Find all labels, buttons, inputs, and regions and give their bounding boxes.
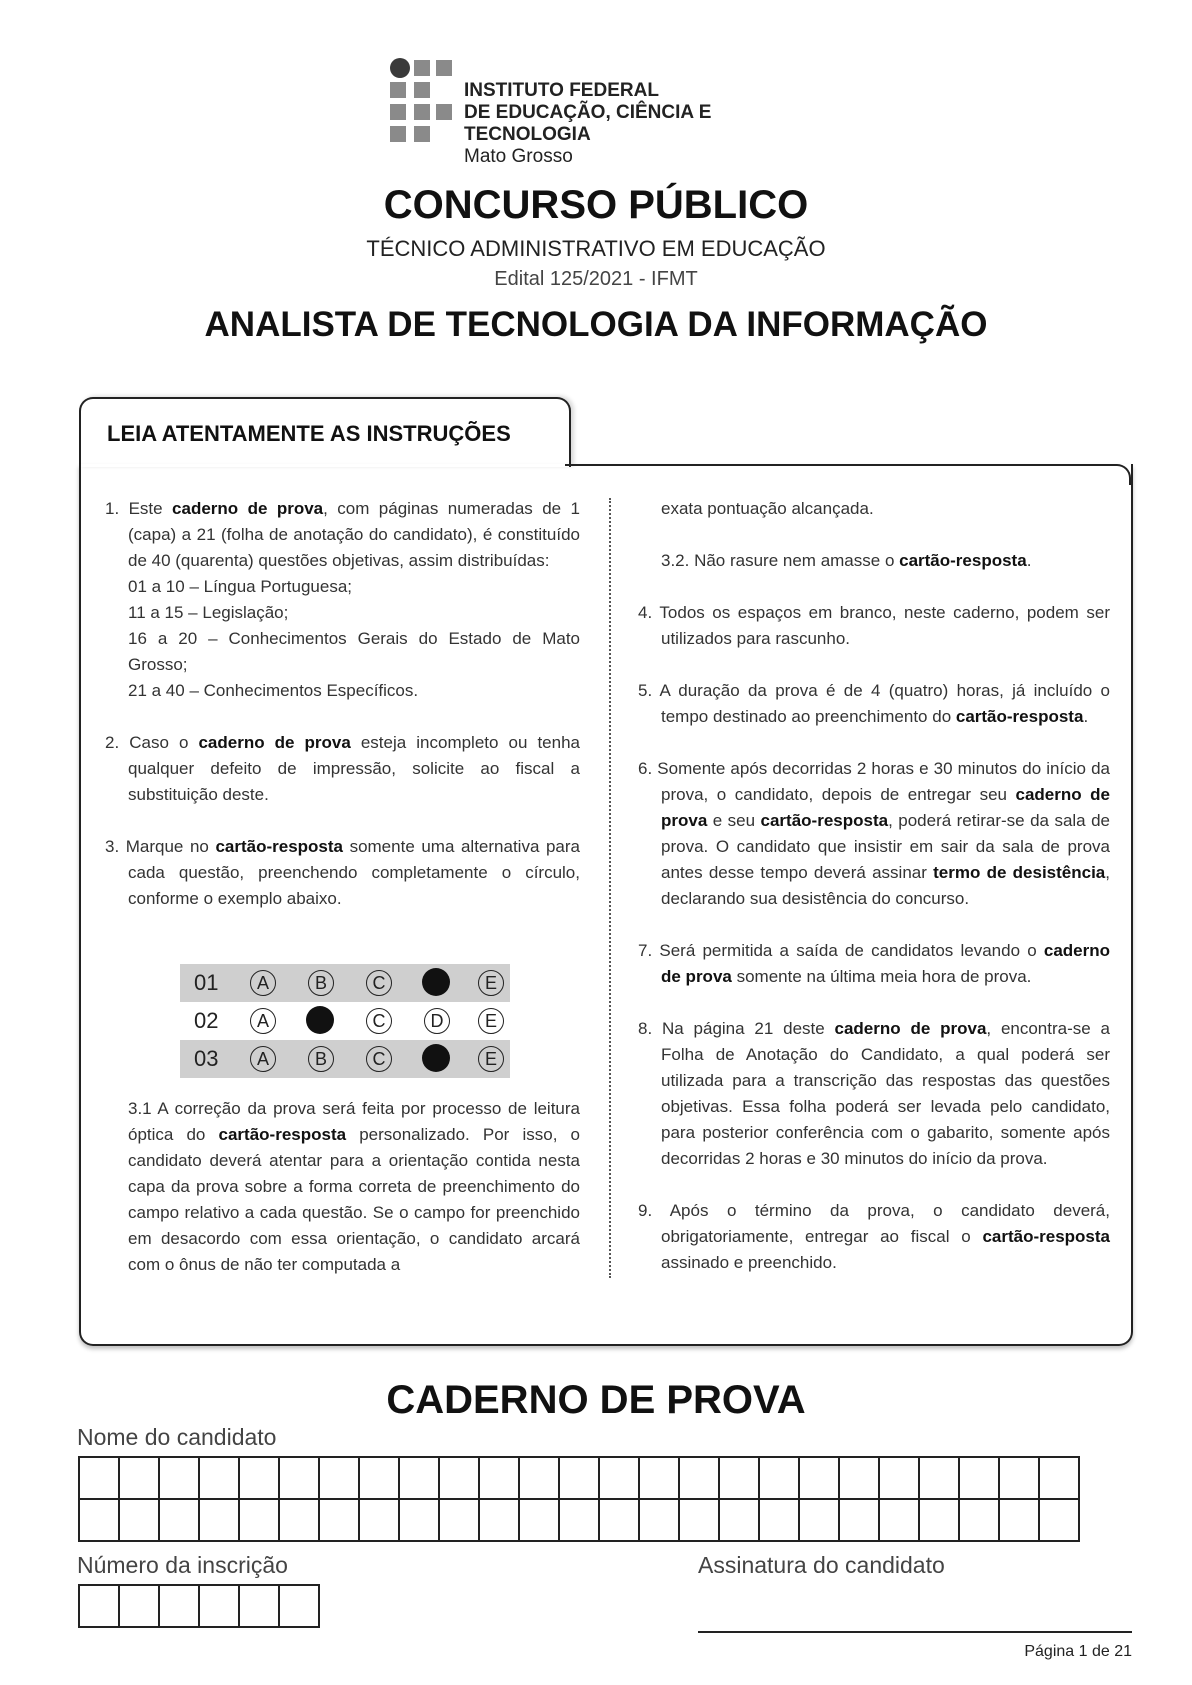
page-number: Página 1 de 21	[1024, 1643, 1132, 1660]
entry-cell[interactable]	[199, 1585, 239, 1627]
exam-subtitle: TÉCNICO ADMINISTRATIVO EM EDUCAÇÃO	[366, 236, 826, 261]
instruction-3-1-continued: exata pontuação alcançada.	[661, 499, 874, 518]
exam-title: CONCURSO PÚBLICO	[383, 183, 809, 227]
entry-cell[interactable]	[319, 1499, 359, 1541]
entry-cell[interactable]	[479, 1457, 519, 1499]
entry-cell[interactable]	[959, 1499, 999, 1541]
entry-cell[interactable]	[279, 1585, 319, 1627]
instructions-left-column	[105, 496, 580, 1304]
entry-cell[interactable]	[79, 1457, 119, 1499]
entry-cell[interactable]	[639, 1499, 679, 1541]
booklet-title: CADERNO DE PROVA	[386, 1378, 806, 1422]
entry-cell[interactable]	[759, 1457, 799, 1499]
name-input-grid[interactable]	[78, 1456, 1080, 1542]
entry-cell[interactable]	[799, 1457, 839, 1499]
entry-cell[interactable]	[919, 1499, 959, 1541]
entry-cell[interactable]	[159, 1499, 199, 1541]
instructions-tab	[79, 397, 571, 467]
entry-cell[interactable]	[719, 1457, 759, 1499]
instruction-9: 9. Após o término da prova, o candidato deverá, obrigatoriamente, entregar ao fiscal o cartão-resposta assinado e preenchido.	[638, 1201, 1110, 1272]
instruction-6: 6. Somente após decorridas 2 horas e 30 minutos do início da prova, o candidato, depois de entregar seu caderno de prova e seu cartão-resposta, poderá retirar-se da sala de prova. O candidato que insistir em sair da sala de prova antes desse tempo deverá assinar termo de desistência, declarando sua desistência do concurso.	[638, 759, 1110, 908]
entry-cell[interactable]	[839, 1457, 879, 1499]
edital: Edital 125/2021 - IFMT	[494, 268, 698, 290]
entry-cell[interactable]	[879, 1457, 919, 1499]
instruction-1: 1. Este caderno de prova, com páginas numeradas de 1 (capa) a 21 (folha de anotação do candidato), é constituído de 40 (quarenta) questões objetivas, assim distribuídas: 01 a 10 – Língua Portuguesa; 11 a 15 – Legislação; 16 a 20 – Conhecimentos Gerais do Estado de Mato Grosso; 21 a 40 – Conhecimentos Específicos.	[105, 499, 580, 700]
entry-cell[interactable]	[119, 1499, 159, 1541]
entry-cell[interactable]	[399, 1457, 439, 1499]
entry-cell[interactable]	[159, 1585, 199, 1627]
column-divider	[609, 498, 611, 1278]
logo-mark-icon	[390, 58, 456, 146]
entry-cell[interactable]	[839, 1499, 879, 1541]
entry-cell[interactable]	[999, 1499, 1039, 1541]
filled-bubble	[422, 968, 450, 996]
entry-cell[interactable]	[359, 1499, 399, 1541]
entry-cell[interactable]	[759, 1499, 799, 1541]
entry-cell[interactable]	[679, 1499, 719, 1541]
institution-name-2: DE EDUCAÇÃO, CIÊNCIA E TECNOLOGIA	[464, 102, 712, 145]
signature-line[interactable]	[698, 1631, 1132, 1633]
entry-cell[interactable]	[239, 1499, 279, 1541]
entry-cell[interactable]	[559, 1499, 599, 1541]
position-title: ANALISTA DE TECNOLOGIA DA INFORMAÇÃO	[204, 305, 988, 344]
entry-cell[interactable]	[679, 1457, 719, 1499]
instruction-7: 7. Será permitida a saída de candidatos levando o caderno de prova somente na última meia hora de prova.	[638, 941, 1110, 986]
entry-cell[interactable]	[319, 1457, 359, 1499]
entry-cell[interactable]	[159, 1457, 199, 1499]
entry-cell[interactable]	[479, 1499, 519, 1541]
entry-cell[interactable]	[199, 1457, 239, 1499]
entry-cell[interactable]	[279, 1499, 319, 1541]
entry-cell[interactable]	[559, 1457, 599, 1499]
institution-name-3: Mato Grosso	[464, 146, 573, 167]
entry-cell[interactable]	[719, 1499, 759, 1541]
instruction-3: 3. Marque no cartão-resposta somente uma alternativa para cada questão, preenchendo completamente o círculo, conforme o exemplo abaixo.	[105, 837, 580, 908]
filled-bubble	[306, 1006, 334, 1034]
answer-row: 03 A B C E	[180, 1040, 510, 1078]
entry-cell[interactable]	[279, 1457, 319, 1499]
entry-cell[interactable]	[519, 1457, 559, 1499]
entry-cell[interactable]	[119, 1585, 159, 1627]
registration-label: Número da inscrição	[77, 1552, 288, 1578]
entry-cell[interactable]	[119, 1457, 159, 1499]
institution-name-1: INSTITUTO FEDERAL	[464, 80, 659, 101]
filled-bubble	[422, 1044, 450, 1072]
instruction-2: 2. Caso o caderno de prova esteja incompleto ou tenha qualquer defeito de impressão, solicite ao fiscal a substituição deste.	[105, 733, 581, 804]
entry-cell[interactable]	[439, 1457, 479, 1499]
entry-cell[interactable]	[799, 1499, 839, 1541]
entry-cell[interactable]	[959, 1457, 999, 1499]
entry-cell[interactable]	[879, 1499, 919, 1541]
instruction-8: 8. Na página 21 deste caderno de prova, encontra-se a Folha de Anotação do Candidato, a qual poderá ser utilizada para a transcrição das respostas das questões objetivas. Essa folha poderá ser levada pelo candidato, para posterior conferência com o gabarito, somente após decorridas 2 horas e 30 minutos do início da prova.	[638, 1019, 1110, 1168]
entry-cell[interactable]	[999, 1457, 1039, 1499]
answer-row: 02 A C D E	[180, 1002, 510, 1040]
instruction-5: 5. A duração da prova é de 4 (quatro) horas, já incluído o tempo destinado ao preenchimento do cartão-resposta.	[638, 681, 1110, 726]
entry-cell[interactable]	[359, 1457, 399, 1499]
entry-cell[interactable]	[919, 1457, 959, 1499]
answer-example	[180, 964, 510, 1078]
instruction-4: 4. Todos os espaços em branco, neste caderno, podem ser utilizados para rascunho.	[638, 603, 1110, 648]
entry-cell[interactable]	[1039, 1457, 1079, 1499]
entry-cell[interactable]	[79, 1585, 119, 1627]
entry-cell[interactable]	[79, 1499, 119, 1541]
institution-logo	[390, 58, 840, 167]
instructions-heading: LEIA ATENTAMENTE AS INSTRUÇÕES	[107, 421, 511, 446]
answer-row: 01 A B C E	[180, 964, 510, 1002]
name-label: Nome do candidato	[77, 1424, 277, 1450]
registration-input-grid[interactable]	[78, 1584, 320, 1628]
signature-label: Assinatura do candidato	[698, 1552, 945, 1578]
entry-cell[interactable]	[239, 1585, 279, 1627]
instructions-right-column	[638, 496, 1110, 1302]
entry-cell[interactable]	[439, 1499, 479, 1541]
entry-cell[interactable]	[639, 1457, 679, 1499]
entry-cell[interactable]	[599, 1457, 639, 1499]
entry-cell[interactable]	[199, 1499, 239, 1541]
entry-cell[interactable]	[1039, 1499, 1079, 1541]
entry-cell[interactable]	[519, 1499, 559, 1541]
instruction-3-1: 3.1 A correção da prova será feita por processo de leitura óptica do cartão-resposta personalizado. Por isso, o candidato deverá atentar para a orientação contida nesta capa da prova sobre a forma correta de preenchimento do campo relativo a cada questão. Se o campo for preenchido em desacordo com essa orientação, o candidato arcará com o ônus de não ter computada a	[128, 1099, 580, 1274]
entry-cell[interactable]	[599, 1499, 639, 1541]
entry-cell[interactable]	[399, 1499, 439, 1541]
instruction-3-2: 3.2. Não rasure nem amasse o cartão-resposta.	[661, 551, 1032, 570]
entry-cell[interactable]	[239, 1457, 279, 1499]
